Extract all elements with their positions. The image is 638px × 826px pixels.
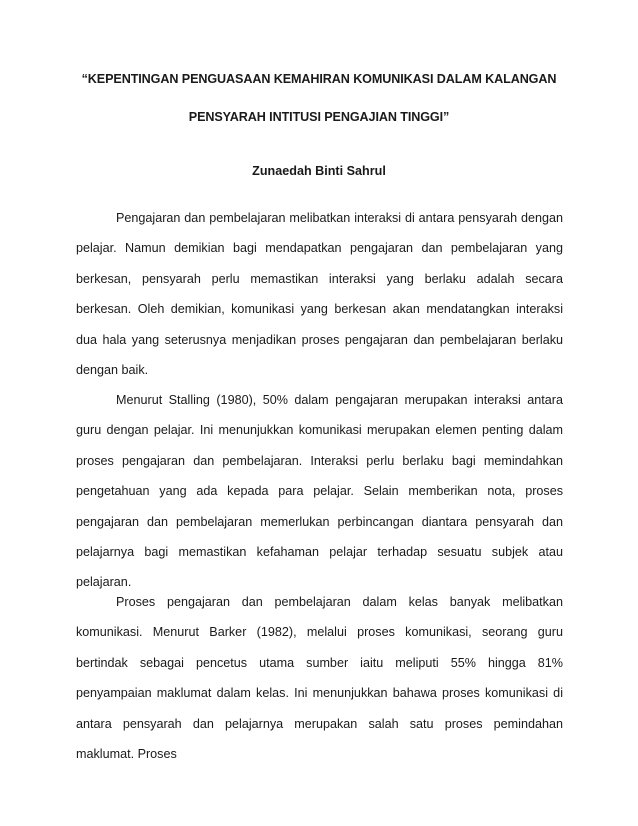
paragraph-3: Proses pengajaran dan pembelajaran dalam kelas banyak melibatkan komunikasi. Menurut Barker (1982), melalui proses komunikasi, seorang guru bertindak sebagai pencetus utama sumber iaitu meliputi 55% hingga 81% penyampaian maklumat dalam kelas. Ini menunjukkan bahawa proses komunikasi di antara pensyarah dan pelajarnya merupakan salah satu proses pemindahan maklumat. Proses: [76, 595, 563, 762]
document-title-line-1: “KEPENTINGAN PENGUASAAN KEMAHIRAN KOMUNIKASI DALAM KALANGAN: [81, 72, 557, 86]
author-name: Zunaedah Binti Sahrul: [252, 164, 386, 178]
paragraph-2: Menurut Stalling (1980), 50% dalam pengajaran merupakan interaksi antara guru dengan pelajar. Ini menunjukkan komunikasi merupakan elemen penting dalam proses pengajaran dan pembelajaran. Interaksi perlu berlaku bagi memindahkan pengetahuan yang ada kepada para pelajar. Selain memberikan nota, proses pengajaran dan pembelajaran memerlukan perbincangan diantara pensyarah dan pelajarnya bagi memastikan kefahaman pelajar terhadap sesuatu subjek atau pelajaran.: [76, 393, 563, 590]
paragraph-1: Pengajaran dan pembelajaran melibatkan interaksi di antara pensyarah dengan pelajar. Namun demikian bagi mendapatkan pengajaran dan pembelajaran yang berkesan, pensyarah perlu memastikan interaksi yang berlaku adalah secara berkesan. Oleh demikian, komunikasi yang berkesan akan mendatangkan interaksi dua hala yang seterusnya menjadikan proses pengajaran dan pembelajaran berlaku dengan baik.: [76, 211, 563, 378]
document-title-line-2: PENSYARAH INTITUSI PENGAJIAN TINGGI”: [188, 110, 450, 124]
